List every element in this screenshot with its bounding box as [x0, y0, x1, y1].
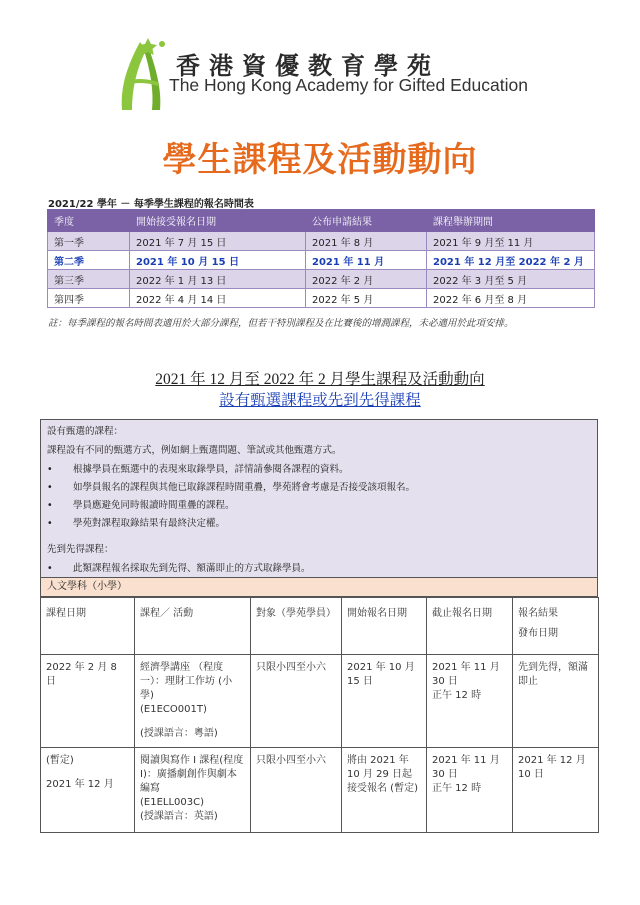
course-target: 只限小四至小六	[251, 748, 342, 833]
courses-header-cell: 截止報名日期	[427, 598, 513, 655]
bullet-icon: •	[47, 518, 53, 529]
bullet-icon: •	[47, 464, 53, 475]
schedule-cell: 第四季	[48, 289, 130, 308]
schedule-cell: 第一季	[48, 232, 130, 251]
course-name: 閱讀與寫作 I 課程(程度 I)：廣播劇創作與劇本編寫 (E1ELL003C) (授課語言：英語)	[135, 748, 251, 833]
schedule-cell: 2022 年 6 月至 8 月	[427, 289, 595, 308]
section-title: 2021 年 12 月至 2022 年 2 月學生課程及活動動向	[155, 371, 485, 388]
page-title: 學生課程及活動動向	[162, 140, 478, 180]
courses-table	[40, 597, 599, 833]
course-open-date: 將由 2021 年 10 月 29 日起接受報名 (暫定)	[342, 748, 427, 833]
courses-header-cell: 對象（學苑學員）	[251, 598, 342, 655]
course-date: 2022 年 2 月 8 日	[41, 655, 135, 748]
courses-header-cell: 課程／ 活動	[135, 598, 251, 655]
schedule-table	[47, 209, 595, 308]
courses-header-row	[41, 598, 599, 655]
course-close-date: 2021 年 11 月 30 日 正午 12 時	[427, 655, 513, 748]
fcfs-heading: 先到先得課程：	[47, 544, 114, 555]
courses-header-cell: 課程日期	[41, 598, 135, 655]
course-close-date: 2021 年 11 月 30 日 正午 12 時	[427, 748, 513, 833]
list-item: • 根據學員在甄選中的表現來取錄學員，詳情請參閱各課程的資料。	[47, 464, 349, 475]
schedule-cell: 第三季	[48, 270, 130, 289]
course-date: (暫定) 2021 年 12 月	[41, 748, 135, 833]
schedule-header-cell: 開始接受報名日期	[130, 210, 306, 232]
list-item: • 如學員報名的課程與其他已取錄課程時間重疊，學苑將會考慮是否接受該項報名。	[47, 482, 416, 493]
schedule-cell: 2022 年 3 月至 5 月	[427, 270, 595, 289]
bullet-icon: •	[47, 500, 53, 511]
courses-header-cell: 開始報名日期	[342, 598, 427, 655]
schedule-cell: 2022 年 4 月 14 日	[130, 289, 306, 308]
course-result: 先到先得，額滿即止	[513, 655, 599, 748]
subject-banner: 人文學科（小學）	[40, 578, 598, 597]
org-name-zh: 香港資優教育學苑	[176, 51, 440, 80]
schedule-note: 註：每季課程的報名時間表適用於大部分課程，但若干特別課程及在比賽後的增潤課程，未必適用於此項安排。	[48, 318, 514, 329]
list-item: • 學苑對課程取錄結果有最終決定權。	[47, 518, 226, 529]
course-name: 經濟學講座 （程度一）：理財工作坊 (小學) (E1ECO001T) (授課語言：粵語)	[135, 655, 251, 748]
schedule-header-cell: 公布申請結果	[306, 210, 427, 232]
bullet-icon: •	[47, 563, 53, 574]
info-box	[40, 419, 598, 578]
schedule-cell: 2021 年 11 月	[306, 251, 427, 270]
schedule-caption: 2021/22 學年 － 每季學生課程的報名時間表	[48, 199, 254, 210]
schedule-cell: 2022 年 2 月	[306, 270, 427, 289]
schedule-cell: 2021 年 9 月至 11 月	[427, 232, 595, 251]
list-item: • 此類課程報名採取先到先得、額滿即止的方式取錄學員。	[47, 563, 311, 574]
schedule-row	[48, 270, 595, 289]
schedule-header-cell: 課程舉辦期間	[427, 210, 595, 232]
list-item: • 學員應避免同時報讀時間重疊的課程。	[47, 500, 235, 511]
section-subtitle: 設有甄選課程或先到先得課程	[219, 392, 421, 409]
table-row	[41, 748, 599, 833]
course-target: 只限小四至小六	[251, 655, 342, 748]
schedule-row	[48, 289, 595, 308]
schedule-cell: 2022 年 5 月	[306, 289, 427, 308]
schedule-cell: 2021 年 10 月 15 日	[130, 251, 306, 270]
schedule-cell: 2021 年 8 月	[306, 232, 427, 251]
course-result: 2021 年 12 月 10 日	[513, 748, 599, 833]
schedule-header-row	[48, 210, 595, 232]
bullet-icon: •	[47, 482, 53, 493]
schedule-row	[48, 232, 595, 251]
table-row	[41, 655, 599, 748]
schedule-header-cell: 季度	[48, 210, 130, 232]
selective-heading: 設有甄選的課程：	[47, 426, 124, 437]
schedule-row-highlighted	[48, 251, 595, 270]
course-open-date: 2021 年 10 月 15 日	[342, 655, 427, 748]
academy-logo-icon	[110, 34, 170, 114]
schedule-cell: 2021 年 12 月至 2022 年 2 月	[427, 251, 595, 270]
selective-intro: 課程設有不同的甄選方式，例如網上甄選問題、筆試或其他甄選方式。	[47, 445, 342, 456]
schedule-cell: 第二季	[48, 251, 130, 270]
org-name-en: The Hong Kong Academy for Gifted Education	[169, 75, 528, 95]
schedule-cell: 2021 年 7 月 15 日	[130, 232, 306, 251]
schedule-cell: 2022 年 1 月 13 日	[130, 270, 306, 289]
courses-header-cell: 報名結果 發布日期	[513, 598, 599, 655]
